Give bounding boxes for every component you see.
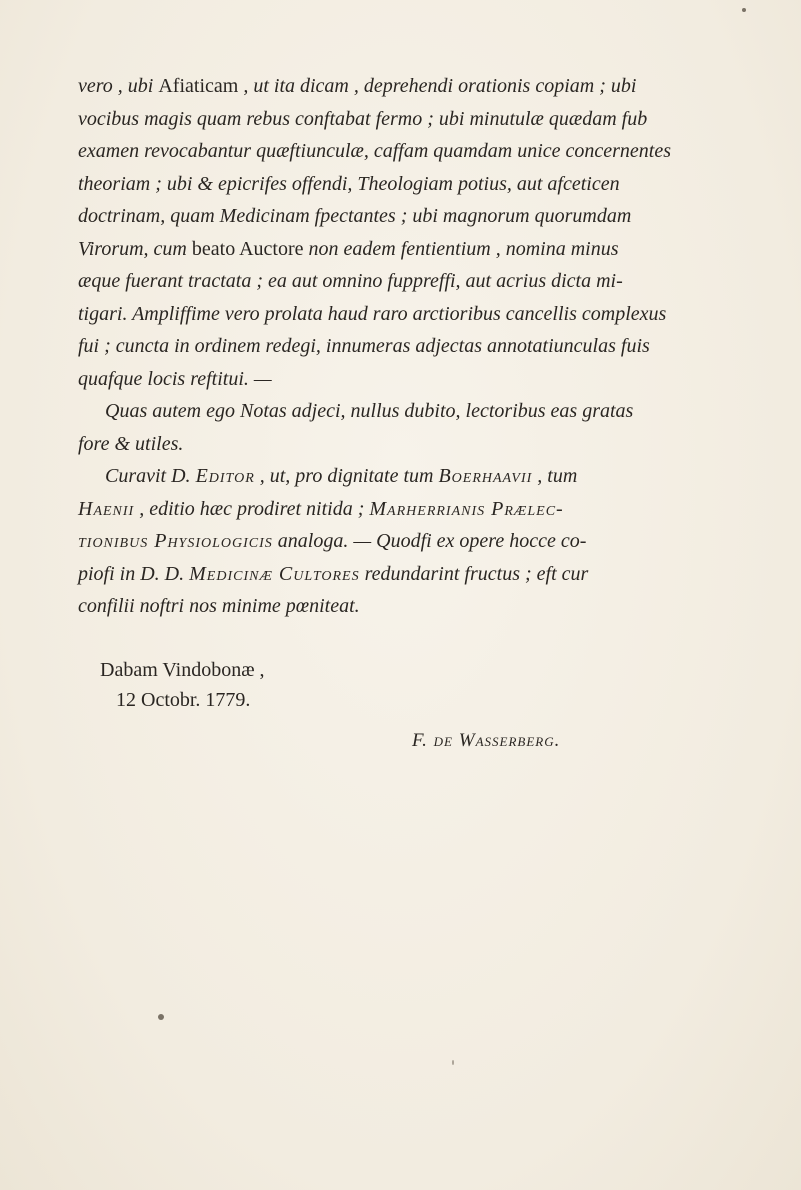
signature: F. de Wasserberg.	[412, 730, 561, 751]
closing-date: 12 Octobr. 1779.	[116, 689, 251, 711]
text-line: theoriam ; ubi & epicrifes offendi, Theologiam potius, aut afceticen	[78, 172, 620, 195]
date-closing	[100, 655, 265, 715]
paragraph-notas	[78, 395, 768, 460]
main-text	[78, 70, 768, 623]
text-line: vero , ubi Afiaticam , ut ita dicam , deprehendi orationis copiam ; ubi	[78, 75, 637, 97]
page-speck	[158, 1014, 164, 1020]
text-line: doctrinam, quam Medicinam fpectantes ; ubi magnorum quorumdam	[78, 205, 632, 227]
text-line: fore & utiles.	[78, 432, 184, 455]
text-line: Curavit D. Editor , ut, pro dignitate tum Boerhaavii , tum	[105, 465, 578, 487]
text-line: Haenii , editio hæc prodiret nitida ; Marherrianis Prælec-	[78, 497, 564, 520]
text-line: examen revocabantur quæftiunculæ, caffam quamdam unice concernentes	[78, 140, 672, 162]
text-line: piofi in D. D. Medicinæ Cultores redundarint fructus ; eft cur	[78, 562, 589, 585]
paragraph-editor	[78, 460, 768, 623]
text-line: tigari. Ampliffime vero prolata haud raro arctioribus cancellis complexus	[78, 302, 667, 325]
text-line: vocibus magis quam rebus conftabat fermo ; ubi minutulæ quædam fub	[78, 107, 648, 130]
page-speck	[452, 1060, 454, 1065]
text-line: Quas autem ego Notas adjeci, nullus dubito, lectoribus eas gratas	[105, 400, 634, 422]
text-line: confilii noftri nos minime pœniteat.	[78, 595, 360, 617]
text-line: Virorum, cum beato Auctore non eadem fentientium , nomina minus	[78, 237, 619, 260]
page-speck	[742, 8, 746, 12]
text-line: quafque locis reftitui. —	[78, 367, 272, 390]
text-line: tionibus Physiologicis analoga. — Quodfi ex opere hocce co-	[78, 530, 587, 552]
closing-place: Dabam Vindobonæ ,	[100, 659, 265, 681]
paragraph-preface-continuation	[78, 70, 768, 395]
text-line: æque fuerant tractata ; ea aut omnino fuppreffi, aut acrius dicta mi-	[78, 270, 623, 292]
text-line: fui ; cuncta in ordinem redegi, innumeras adjectas annotatiunculas fuis	[78, 335, 650, 357]
